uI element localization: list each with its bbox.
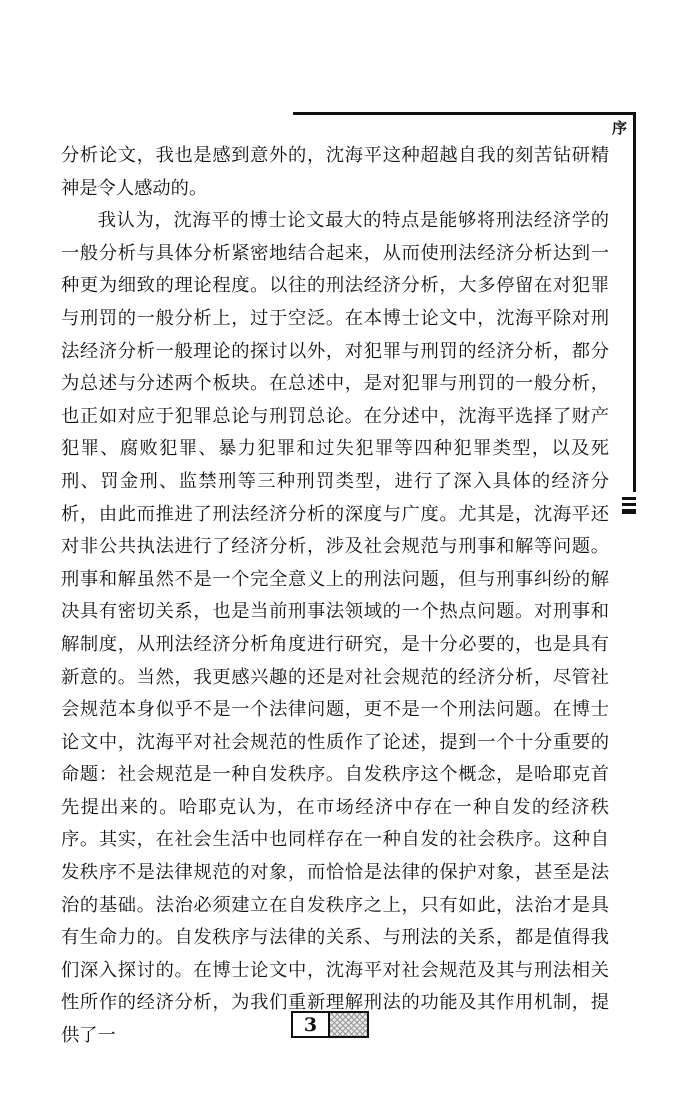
paragraph-continued: 分析论文，我也是感到意外的，沈海平这种超越自我的刻苦钻研精神是令人感动的。 bbox=[61, 145, 609, 199]
page-number-box bbox=[291, 1011, 369, 1038]
paragraph: 我认为，沈海平的博士论文最大的特点是能够将刑法经济学的一般分析与具体分析紧密地结合起来，从而使刑法经济分析达到一种更为细致的理论程度。以往的刑法经济分析，大多停留在对犯罪与刑罚的一般分析上，过于空泛。在本博士论文中，沈海平除对刑法经济分析一般理论的探讨以外，对犯罪与刑罚的经济分析，都分为总述与分述两个板块。在总述中，是对犯罪与刑罚的一般分析，也正如对应于犯罪总论与刑罚总论。在分述中，沈海平选择了财产犯罪、腐败犯罪、暴力犯罪和过失犯罪等四种犯罪类型，以及死刑、罚金刑、监禁刑等三种刑罚类型，进行了深入具体的经济分析，由此而推进了刑法经济分析的深度与广度。尤其是，沈海平还对非公共执法进行了经济分析，涉及社会规范与刑事和解等问题。刑事和解虽然不是一个完全意义上的刑法问题，但与刑事纠纷的解决具有密切关系，也是当前刑事法领域的一个热点问题。对刑事和解制度，从刑法经济分析角度进行研究，是十分必要的，也是具有新意的。当然，我更感兴趣的还是对社会规范的经济分析，尽管社会规范本身似乎不是一个法律问题，更不是一个刑法问题。在博士论文中，沈海平对社会规范的性质作了论述，提到一个十分重要的命题：社会规范是一种自发秩序。自发秩序这个概念，是哈耶克首先提出来的。哈耶克认为，在市场经济中存在一种自发的经济秩序。其实，在社会生活中也同样存在一种自发的社会秩序。这种自发秩序不是法律规范的对象，而恰恰是法律的保护对象，甚至是法治的基础。法治必须建立在自发秩序之上，只有如此，法治才是具有生命力的。自发秩序与法律的关系、与刑法的关系，都是值得我们深入探讨的。在博士论文中，沈海平对社会规范及其与刑法相关性所作的经济分析，为我们重新理解刑法的功能及其作用机制，提供了一 bbox=[61, 210, 609, 1047]
header-rule bbox=[293, 112, 636, 115]
section-mark: 序 bbox=[612, 119, 628, 137]
thumb-index-marker bbox=[622, 497, 636, 517]
body-text bbox=[61, 140, 609, 1053]
side-rule bbox=[633, 112, 636, 492]
hatch-pattern bbox=[330, 1013, 367, 1036]
page-number: 3 bbox=[293, 1013, 330, 1036]
